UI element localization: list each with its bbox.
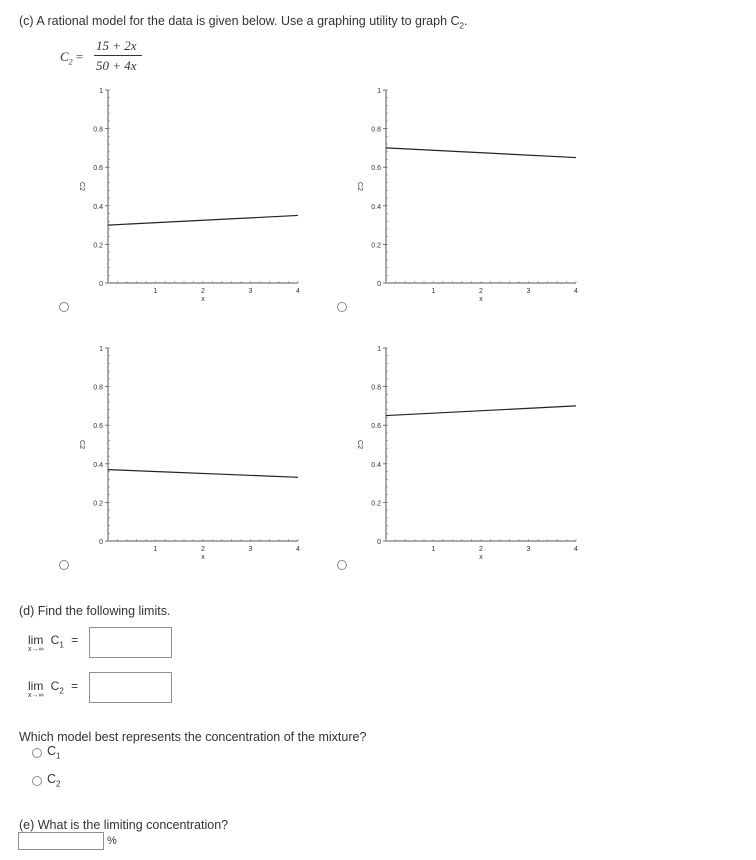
model-option-c2-label: $C_2$ xyxy=(47,772,61,789)
x-axis-label: x xyxy=(201,296,205,303)
limiting-concentration-input[interactable] xyxy=(18,832,104,850)
y-tick-label: 0.4 xyxy=(371,461,381,469)
chart-1-svg xyxy=(68,85,300,325)
data-line xyxy=(108,215,298,225)
x-axis-label: x xyxy=(479,554,483,561)
y-tick-label: 1 xyxy=(99,346,103,353)
x-tick-label: 4 xyxy=(574,546,578,553)
y-tick-label: 0.6 xyxy=(93,165,103,173)
x-tick-label: 1 xyxy=(153,546,158,553)
y-axis-label: C2 xyxy=(356,440,363,449)
graph-option-chart-2 xyxy=(346,85,578,325)
formula-numerator: 15 + 2x xyxy=(96,38,137,53)
model-option-c1-radio[interactable] xyxy=(32,748,42,758)
y-tick-label: 0 xyxy=(99,281,103,288)
x-tick-label: 2 xyxy=(201,546,205,553)
x-tick-label: 1 xyxy=(153,288,158,295)
x-tick-label: 3 xyxy=(248,288,253,295)
model-option-c2-radio[interactable] xyxy=(32,776,42,786)
y-tick-label: 0.8 xyxy=(93,384,103,392)
y-tick-label: 0.2 xyxy=(93,242,103,250)
y-tick-label: 0.4 xyxy=(93,203,103,211)
x-tick-label: 2 xyxy=(201,288,205,295)
limit-c2-label: $\lim C_2$ = x→∞ xyxy=(28,679,79,699)
x-tick-label: 3 xyxy=(526,546,531,553)
part-e-question: (e) What is the limiting concentration? xyxy=(19,818,229,832)
y-tick-label: 0 xyxy=(377,281,381,288)
x-tick-label: 4 xyxy=(296,546,300,553)
y-axis-label: C2 xyxy=(78,182,85,191)
x-tick-label: 3 xyxy=(248,546,253,553)
y-tick-label: 0 xyxy=(377,539,381,546)
formula-denominator: 50 + 4x xyxy=(96,58,137,73)
y-axis-label: C2 xyxy=(78,440,85,449)
y-tick-label: 0.2 xyxy=(93,500,103,508)
y-tick-label: 1 xyxy=(377,88,381,95)
chart-2-svg xyxy=(346,85,578,325)
y-tick-label: 0.8 xyxy=(371,126,381,134)
chart-4-svg xyxy=(346,343,578,583)
x-tick-label: 1 xyxy=(431,546,436,553)
limit-c1-label: $\lim C_1$ = x→∞ xyxy=(28,633,79,653)
part-d-heading: (d) Find the following limits. xyxy=(19,604,171,618)
graph-option-chart-3 xyxy=(68,343,300,583)
graph-option-chart-1 xyxy=(68,85,300,325)
y-tick-label: 0.4 xyxy=(93,461,103,469)
x-axis-label: x xyxy=(479,296,483,303)
y-tick-label: 0.6 xyxy=(93,423,103,431)
limit-c1-input[interactable] xyxy=(89,627,172,658)
y-tick-label: 0.2 xyxy=(371,500,381,508)
y-tick-label: 0.8 xyxy=(371,384,381,392)
formula-lhs: $C_2$ = xyxy=(60,49,84,67)
graph-option-chart-4 xyxy=(346,343,578,583)
y-tick-label: 0.6 xyxy=(371,165,381,173)
percent-unit: % xyxy=(107,835,117,847)
model-question: Which model best represents the concentration of the mixture? xyxy=(19,730,367,744)
limit-c2-input[interactable] xyxy=(89,672,172,703)
y-tick-label: 0 xyxy=(99,539,103,546)
rational-formula xyxy=(60,37,160,77)
fraction-bar xyxy=(94,55,142,56)
x-tick-label: 1 xyxy=(431,288,436,295)
y-axis-label: C2 xyxy=(356,182,363,191)
x-tick-label: 4 xyxy=(296,288,300,295)
x-tick-label: 4 xyxy=(574,288,578,295)
model-option-c1-label: $C_1$ xyxy=(47,744,61,761)
data-line xyxy=(386,406,576,416)
y-tick-label: 0.2 xyxy=(371,242,381,250)
part-c-prompt: (c) A rational model for the data is given below. Use a graphing utility to graph $C_2$. xyxy=(19,14,468,31)
x-axis-label: x xyxy=(201,554,205,561)
y-tick-label: 0.4 xyxy=(371,203,381,211)
x-tick-label: 2 xyxy=(479,288,483,295)
x-tick-label: 2 xyxy=(479,546,483,553)
y-tick-label: 0.6 xyxy=(371,423,381,431)
y-tick-label: 0.8 xyxy=(93,126,103,134)
data-line xyxy=(386,148,576,158)
x-tick-label: 3 xyxy=(526,288,531,295)
chart-3-svg xyxy=(68,343,300,583)
data-line xyxy=(108,470,298,478)
y-tick-label: 1 xyxy=(377,346,381,353)
y-tick-label: 1 xyxy=(99,88,103,95)
